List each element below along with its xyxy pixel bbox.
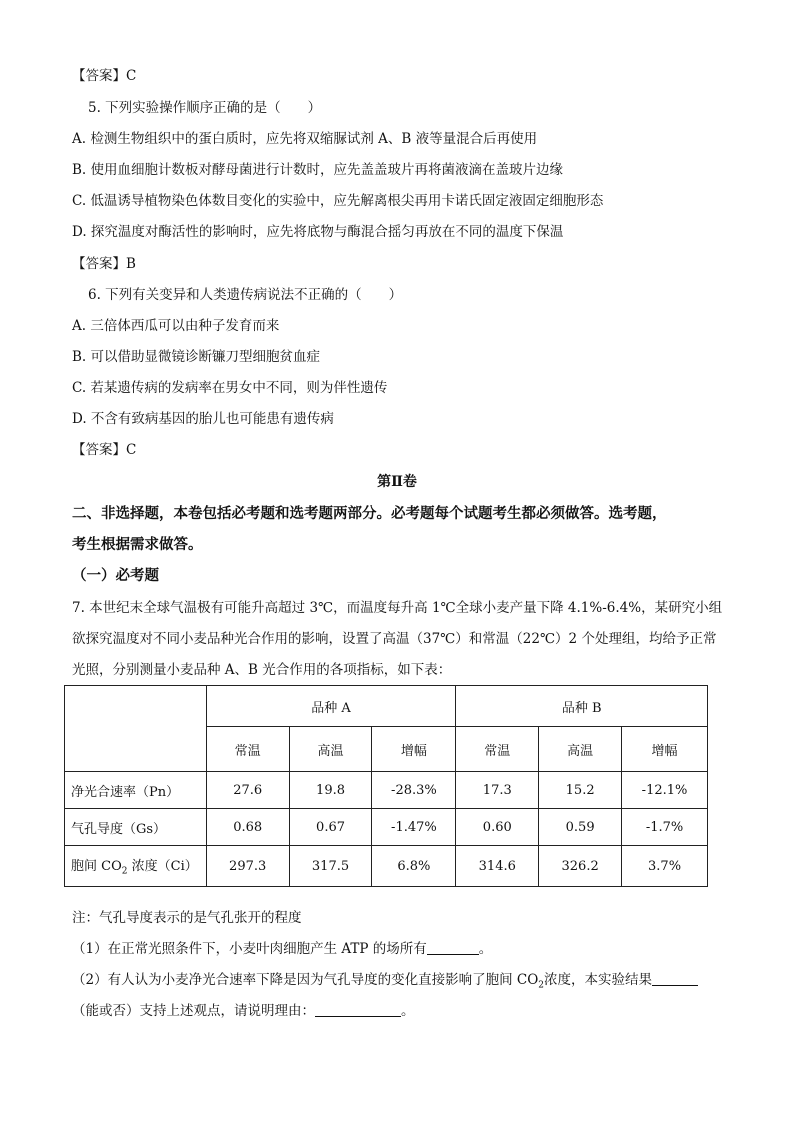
- answer-blank[interactable]: [427, 940, 479, 955]
- table-cell: 17.3: [456, 772, 539, 809]
- answer-line-q5: [72, 254, 136, 274]
- answer-blank[interactable]: [315, 1002, 401, 1017]
- table-cell: 0.67: [289, 809, 372, 846]
- question-7-stem-line1: 7. 本世纪末全球气温极有可能升高超过 3℃，而温度每升高 1℃全球小麦产量下降 4.1%-6.4%，某研究小组: [72, 600, 723, 616]
- answer-value: C: [126, 68, 137, 84]
- answer-tag: 【答案】: [72, 68, 126, 84]
- question-5-option-d: D. 探究温度对酶活性的影响时，应先将底物与酶混合摇匀再放在不同的温度下保温: [72, 224, 564, 240]
- table-cell: 3.7%: [622, 846, 708, 887]
- table-cell: 326.2: [539, 846, 622, 887]
- table-cell: 0.68: [206, 809, 289, 846]
- table-row: [65, 846, 708, 887]
- section-description-line2: 考生根据需求做答。: [72, 536, 203, 553]
- section-description-line1: 二、非选择题，本卷包括必考题和选考题两部分。必考题每个试题考生都必须做答。选考题，: [72, 505, 667, 522]
- table-cell: 6.8%: [372, 846, 456, 887]
- answer-line-q6: [72, 440, 136, 460]
- table-cell: -12.1%: [622, 772, 708, 809]
- answer-value: B: [126, 256, 136, 272]
- row-label-part: 浓度（Ci）: [127, 859, 198, 875]
- answer-tag: 【答案】: [72, 442, 126, 458]
- question-6-stem: 6. 下列有关变异和人类遗传病说法不正确的（ ）: [88, 287, 403, 303]
- table-cell: 15.2: [539, 772, 622, 809]
- table-cell: 27.6: [206, 772, 289, 809]
- answer-blank[interactable]: [652, 971, 698, 986]
- question-7-stem-line2: 欲探究温度对不同小麦品种光合作用的影响，设置了高温（37℃）和常温（22℃）2 个处理组，均给予正常: [72, 631, 717, 647]
- question-7-sub2-line1: [72, 970, 698, 996]
- section-title: 第Ⅱ卷: [377, 474, 417, 490]
- question-7-sub1: [72, 939, 492, 959]
- photosynthesis-data-table: [64, 685, 708, 887]
- table-corner-cell: [65, 686, 207, 772]
- question-5-stem: 5. 下列实验操作顺序正确的是（ ）: [88, 100, 322, 116]
- table-subheader: 增幅: [372, 727, 456, 772]
- question-6-option-c: C. 若某遗传病的发病率在男女中不同，则为伴性遗传: [72, 380, 388, 396]
- table-cell: -1.47%: [372, 809, 456, 846]
- table-row: [65, 772, 708, 809]
- sub2-text: （2）有人认为小麦净光合速率下降是因为气孔导度的变化直接影响了胞间 CO: [72, 972, 539, 988]
- row-label-subscript: 2: [121, 866, 128, 877]
- table-row-label: 气孔导度（Gs）: [65, 809, 207, 846]
- table-group-a-header: 品种 A: [206, 686, 456, 727]
- sub2-subscript: 2: [538, 980, 545, 991]
- table-row: [65, 809, 708, 846]
- table-cell: -28.3%: [372, 772, 456, 809]
- question-5-option-b: B. 使用血细胞计数板对酵母菌进行计数时，应先盖盖玻片再将菌液滴在盖玻片边缘: [72, 162, 564, 178]
- table-row-label: [65, 846, 207, 887]
- subsection-title: （一）必考题: [72, 567, 159, 584]
- answer-tag: 【答案】: [72, 256, 126, 272]
- table-cell: 314.6: [456, 846, 539, 887]
- table-subheader: 高温: [289, 727, 372, 772]
- question-5-option-c: C. 低温诱导植物染色体数目变化的实验中，应先解离根尖再用卡诺氏固定液固定细胞形态: [72, 193, 604, 209]
- question-6-option-d: D. 不含有致病基因的胎儿也可能患有遗传病: [72, 411, 334, 427]
- table-subheader: 增幅: [622, 727, 708, 772]
- table-subheader: 常温: [456, 727, 539, 772]
- table-cell: 317.5: [289, 846, 372, 887]
- table-subheader: 高温: [539, 727, 622, 772]
- question-5-option-a: A. 检测生物组织中的蛋白质时，应先将双缩脲试剂 A、B 液等量混合后再使用: [72, 131, 538, 147]
- table-cell: -1.7%: [622, 809, 708, 846]
- question-6-option-a: A. 三倍体西瓜可以由种子发育而来: [72, 318, 280, 334]
- table-header-row-groups: [65, 686, 708, 727]
- row-label-part: 胞间 CO: [71, 859, 122, 875]
- table-cell: 19.8: [289, 772, 372, 809]
- table-group-b-header: 品种 B: [456, 686, 708, 727]
- question-7-stem-line3: 光照，分别测量小麦品种 A、B 光合作用的各项指标，如下表：: [72, 662, 452, 678]
- sub1-end: 。: [478, 941, 493, 957]
- table-cell: 0.60: [456, 809, 539, 846]
- question-7-sub2-line2: [72, 1001, 415, 1021]
- sub2-text-post: 浓度，本实验结果: [544, 972, 653, 988]
- table-cell: 297.3: [206, 846, 289, 887]
- answer-line-q4: [72, 66, 136, 86]
- sub2-line2-end: 。: [401, 1003, 415, 1019]
- table-subheader: 常温: [206, 727, 289, 772]
- question-6-option-b: B. 可以借助显微镜诊断镰刀型细胞贫血症: [72, 349, 321, 365]
- table-row-label: 净光合速率（Pn）: [65, 772, 207, 809]
- sub2-line2-text: （能或否）支持上述观点，请说明理由：: [72, 1003, 315, 1019]
- table-cell: 0.59: [539, 809, 622, 846]
- table-note: 注：气孔导度表示的是气孔张开的程度: [72, 910, 302, 926]
- answer-value: C: [126, 442, 137, 458]
- sub1-text: （1）在正常光照条件下，小麦叶肉细胞产生 ATP 的场所有: [72, 941, 427, 957]
